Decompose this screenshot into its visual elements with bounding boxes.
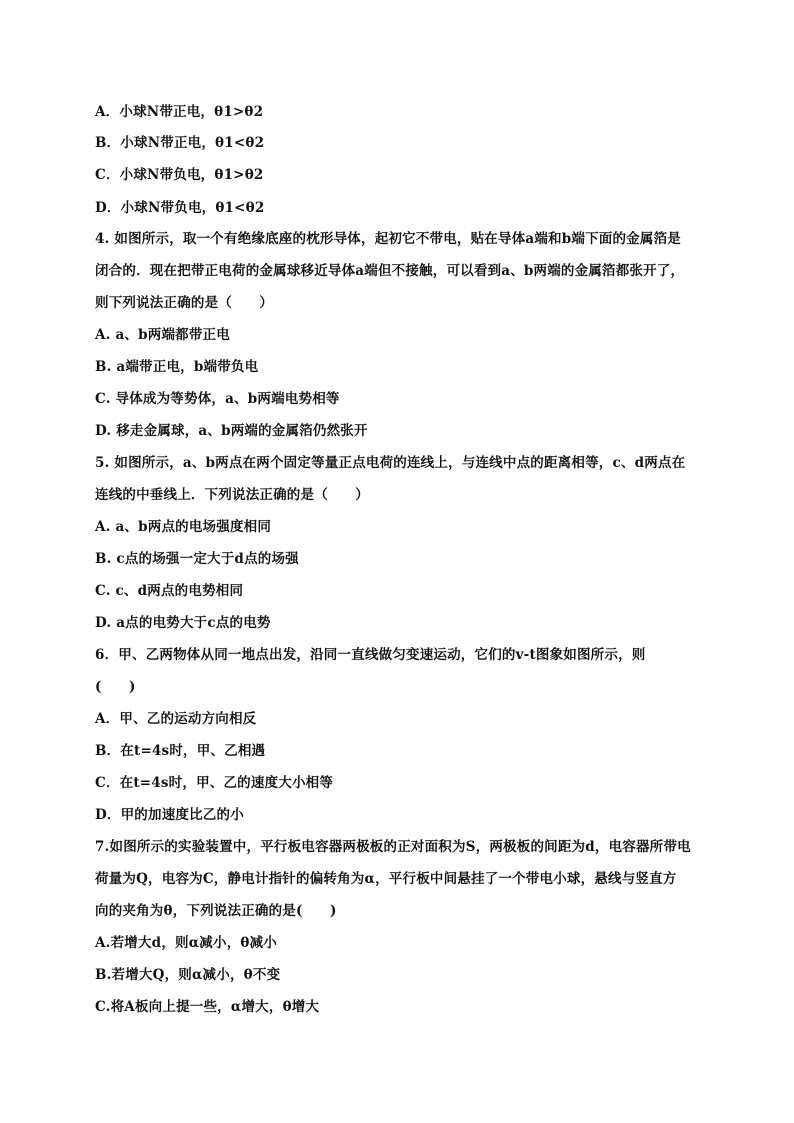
q7-option-b: B.若增大Q，则α减小，θ不变 xyxy=(95,967,281,983)
q7-stem-line-2: 荷量为Q，电容为C，静电计指针的偏转角为α，平行板中间悬挂了一个带电小球，悬线与竖直方 xyxy=(95,871,677,887)
q7-option-a: A.若增大d，则α减小，θ减小 xyxy=(95,935,278,951)
q4-stem-line-3: 则下列说法正确的是（ ） xyxy=(95,295,274,311)
q3-option-b: B．小球N带正电，θ1<θ2 xyxy=(95,135,265,151)
q5-stem-line-2: 连线的中垂线上．下列说法正确的是（ ） xyxy=(95,487,369,503)
q5-stem-line-1: 5. 如图所示，a、b两点在两个固定等量正点电荷的连线上，与连线中点的距离相等，c、d两点在 xyxy=(95,455,686,471)
q6-option-d: D．甲的加速度比乙的小 xyxy=(95,807,244,823)
q7-stem-line-3: 向的夹角为θ，下列说法正确的是( ) xyxy=(95,903,337,919)
q4-stem-line-1: 4. 如图所示，取一个有绝缘底座的枕形导体，起初它不带电，贴在导体a端和b端下面的金属箔是 xyxy=(95,231,681,247)
q6-option-b: B．在t=4s时，甲、乙相遇 xyxy=(95,743,266,759)
q7-stem-line-1: 7.如图所示的实验装置中，平行板电容器两极板的正对面积为S，两极板的间距为d，电容器所带电 xyxy=(95,839,691,855)
q4-option-b: B. a端带正电，b端带负电 xyxy=(95,359,259,375)
q4-option-d: D. 移走金属球，a、b两端的金属箔仍然张开 xyxy=(95,423,368,439)
q7-option-c: C.将A板向上提一些，α增大，θ增大 xyxy=(95,999,320,1015)
q5-option-b: B. c点的场强一定大于d点的场强 xyxy=(95,551,299,567)
q6-option-c: C．在t=4s时，甲、乙的速度大小相等 xyxy=(95,775,334,791)
q3-option-d: D．小球N带负电，θ1<θ2 xyxy=(95,200,265,216)
q4-option-a: A. a、b两端都带正电 xyxy=(95,327,230,343)
q6-option-a: A．甲、乙的运动方向相反 xyxy=(95,711,257,727)
q5-option-c: C. c、d两点的电势相同 xyxy=(95,583,244,599)
q3-option-c: C．小球N带负电，θ1>θ2 xyxy=(95,167,264,183)
q4-option-c: C. 导体成为等势体，a、b两端电势相等 xyxy=(95,391,340,407)
q3-option-a: A．小球N带正电，θ1>θ2 xyxy=(95,104,264,120)
q5-option-d: D. a点的电势大于c点的电势 xyxy=(95,615,271,631)
q6-stem-line-1: 6．甲、乙两物体从同一地点出发，沿同一直线做匀变速运动，它们的v-t图象如图所示，则 xyxy=(95,647,646,663)
q4-stem-line-2: 闭合的．现在把带正电荷的金属球移近导体a端但不接触，可以看到a、b两端的金属箔都张开了， xyxy=(95,263,685,279)
q5-option-a: A. a、b两点的电场强度相同 xyxy=(95,519,272,535)
q6-stem-line-2: ( ) xyxy=(95,679,136,695)
